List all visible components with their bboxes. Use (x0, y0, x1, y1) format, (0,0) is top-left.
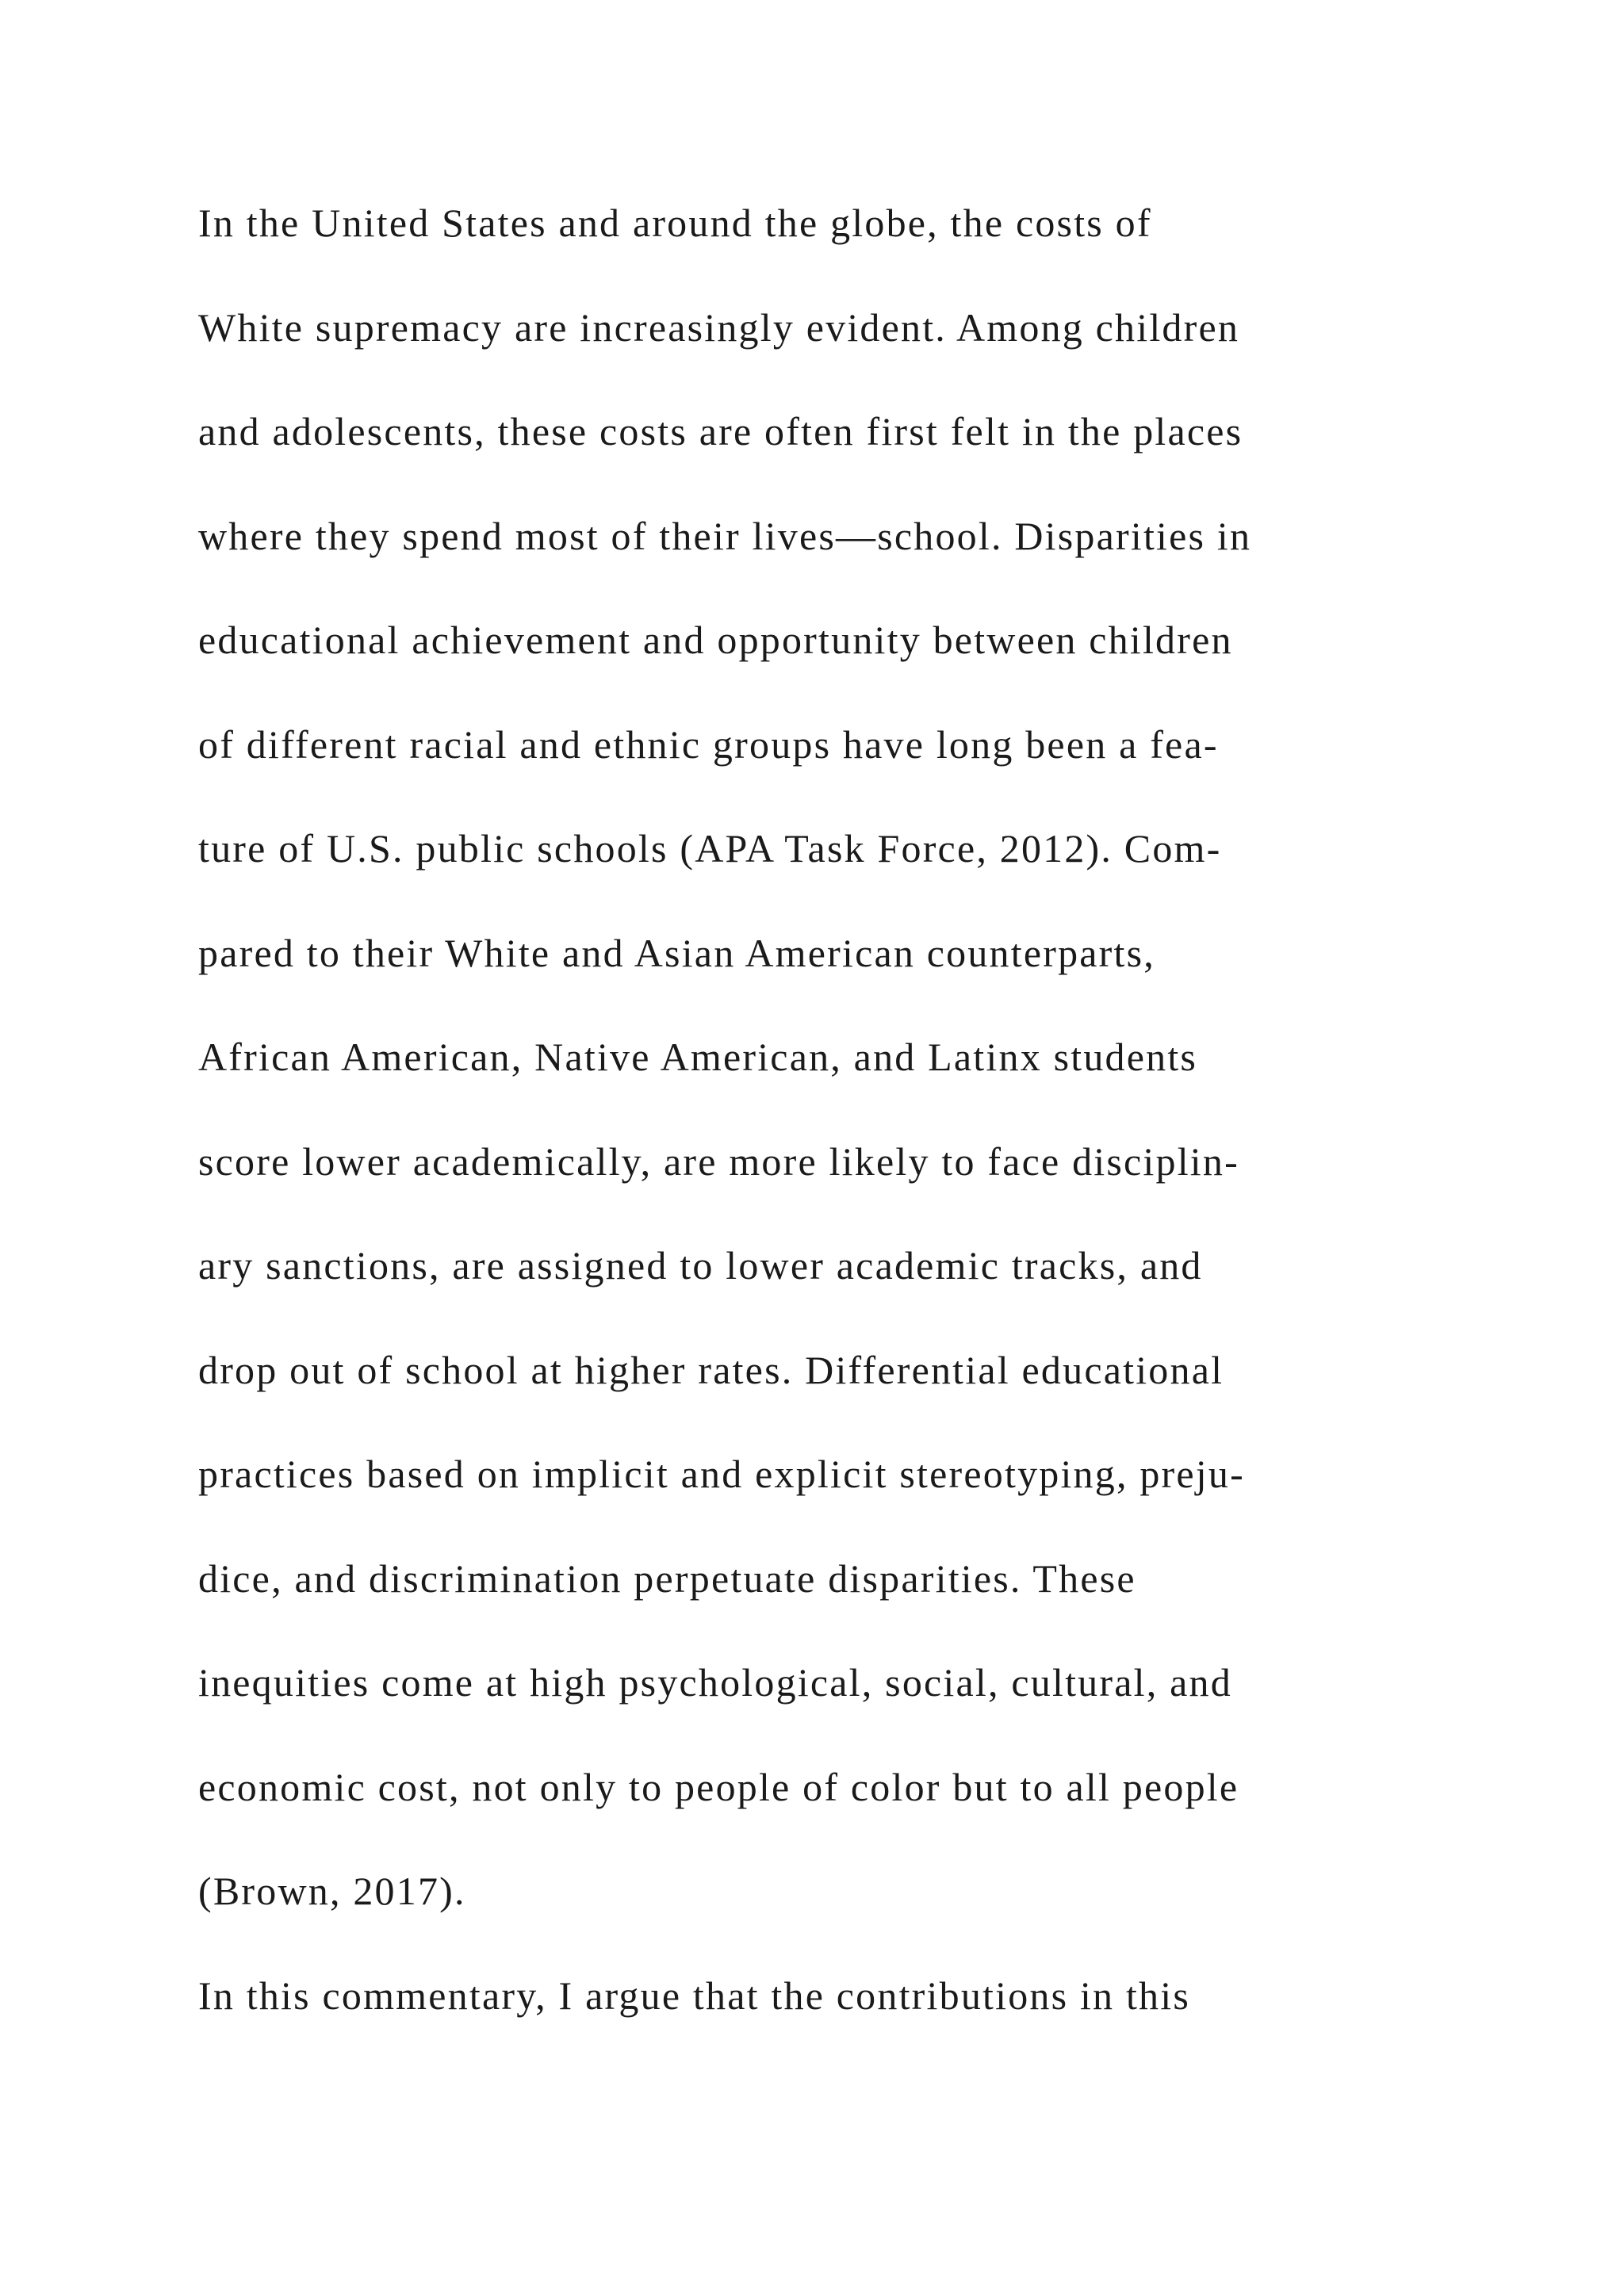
text-line: ary sanctions, are assigned to lower academic tracks, and (198, 1243, 1203, 1288)
text-line: where they spend most of their lives—school. Disparities in (198, 513, 1252, 558)
text-line: In this commentary, I argue that the contributions in this (198, 1973, 1190, 2018)
text-line: In the United States and around the globe, the costs of (198, 201, 1152, 245)
text-line: practices based on implicit and explicit stereotyping, preju- (198, 1452, 1245, 1496)
text-line: White supremacy are increasingly evident. Among children (198, 304, 1240, 350)
text-line: economic cost, not only to people of color but to all people (198, 1764, 1239, 1809)
text-line: score lower academically, are more likely to face disciplin- (198, 1138, 1239, 1184)
text-line: drop out of school at higher rates. Differential educational (198, 1347, 1224, 1392)
text-line: inequities come at high psychological, social, cultural, and (198, 1660, 1232, 1705)
text-line: African American, Native American, and Latinx students (198, 1035, 1198, 1079)
text-line: ture of U.S. public schools (APA Task Force, 2012). Com- (198, 826, 1222, 871)
text-line: educational achievement and opportunity between children (198, 618, 1233, 662)
text-line: (Brown, 2017). (198, 1869, 466, 1913)
text-line: dice, and discrimination perpetuate disparities. These (198, 1556, 1136, 1601)
text-line: and adolescents, these costs are often first felt in the places (198, 409, 1243, 453)
text-line: of different racial and ethnic groups have long been a fea- (198, 721, 1219, 767)
body-text (198, 194, 1435, 2071)
text-line: pared to their White and Asian American counterparts, (198, 930, 1155, 975)
